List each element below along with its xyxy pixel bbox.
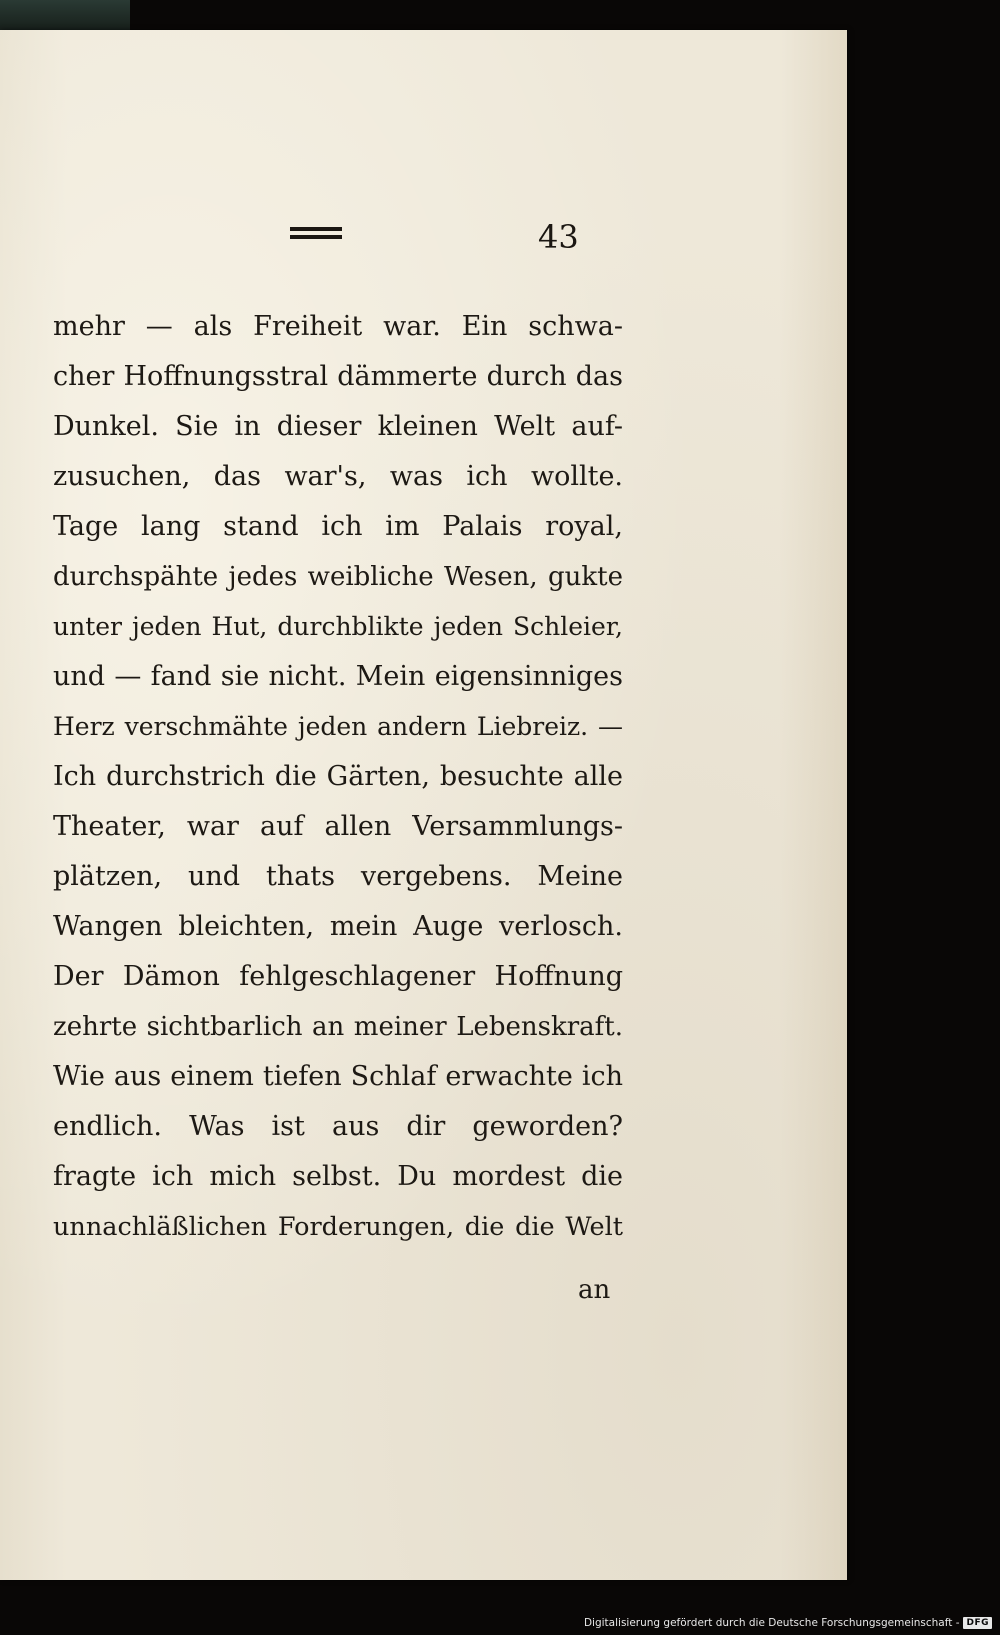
text-line: Theater, war auf allen Versammlungs- <box>53 811 623 842</box>
text-line: Wangen bleichten, mein Auge verlosch. <box>53 911 623 942</box>
text-line: Wie aus einem tiefen Schlaf erwachte ich <box>53 1061 623 1092</box>
page-number: 43 <box>538 218 579 256</box>
text-line: fragte ich mich selbst. Du mordest die <box>53 1161 623 1192</box>
text-line: zusuchen, das war's, was ich wollte. <box>53 461 623 492</box>
text-line: durchspähte jedes weibliche Wesen, gukte <box>53 562 623 592</box>
text-line: plätzen, und thats vergebens. Meine <box>53 861 623 892</box>
text-line: mehr — als Freiheit war. Ein schwa- <box>53 311 623 342</box>
text-line: endlich. Was ist aus dir geworden? <box>53 1111 623 1142</box>
text-line: unnachläßlichen Forderungen, die die Welt <box>53 1212 623 1242</box>
dfg-logo-icon: DFG <box>963 1617 992 1629</box>
text-line: unter jeden Hut, durchblikte jeden Schleier, <box>53 612 623 641</box>
book-page <box>0 30 847 1580</box>
catchword: an <box>578 1275 611 1305</box>
credit-text: Digitalisierung gefördert durch die Deutsche Forschungsgemeinschaft - <box>583 1617 960 1629</box>
text-line: Tage lang stand ich im Palais royal, <box>53 511 623 542</box>
digitization-credit <box>584 1617 992 1629</box>
text-line: Herz verschmähte jeden andern Liebreiz. — <box>53 712 623 741</box>
text-line: cher Hoffnungsstral dämmerte durch das <box>53 361 623 392</box>
text-line: und — fand sie nicht. Mein eigensinniges <box>53 661 623 692</box>
body-text <box>53 302 623 1252</box>
text-line: Der Dämon fehlgeschlagener Hoffnung <box>53 961 623 992</box>
text-line: zehrte sichtbarlich an meiner Lebenskraft. <box>53 1012 623 1042</box>
text-line: Ich durchstrich die Gärten, besuchte alle <box>53 761 623 792</box>
text-line: Dunkel. Sie in dieser kleinen Welt auf- <box>53 411 623 442</box>
header-rule-ornament <box>290 227 342 241</box>
